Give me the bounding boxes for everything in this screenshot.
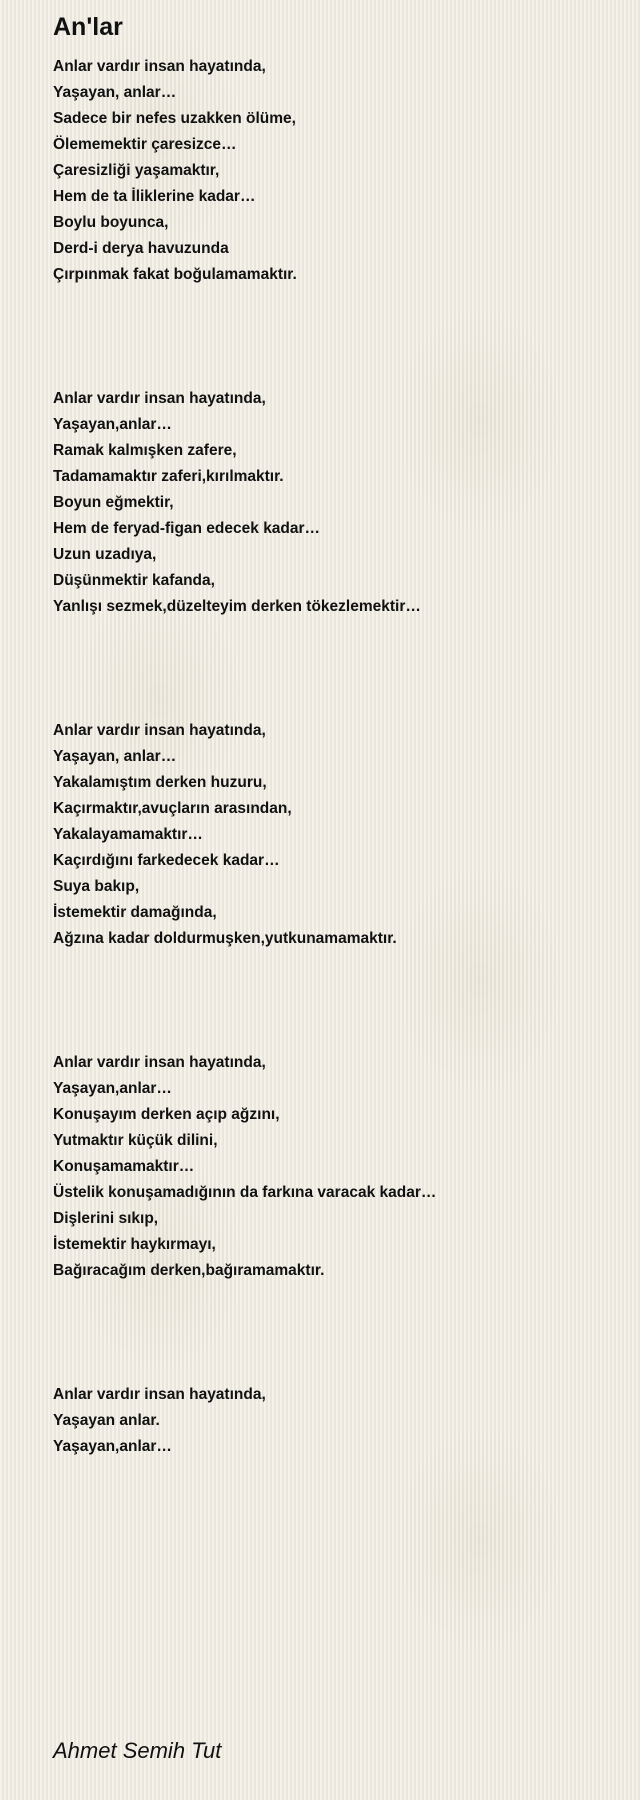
poem-line: Düşünmektir kafanda, xyxy=(53,572,215,589)
poem-line: Suya bakıp, xyxy=(53,878,140,895)
poem-line: Yakalayamamaktır… xyxy=(53,826,203,843)
poem-author: Ahmet Semih Tut xyxy=(53,1738,222,1763)
poem-line: Hem de ta İliklerine kadar… xyxy=(53,188,256,205)
poem-line: Yanlışı sezmek,düzelteyim derken tökezlemektir… xyxy=(53,598,421,615)
poem-line: Tadamamaktır zaferi,kırılmaktır. xyxy=(53,468,284,485)
poem-line: Konuşayım derken açıp ağzını, xyxy=(53,1106,280,1123)
poem-line: Anlar vardır insan hayatında, xyxy=(53,1386,266,1403)
poem-line: Bağıracağım derken,bağıramamaktır. xyxy=(53,1262,325,1279)
stanza-5 xyxy=(53,1382,613,1460)
poem-line: Yakalamıştım derken huzuru, xyxy=(53,774,267,791)
poem-line: Boylu boyunca, xyxy=(53,214,169,231)
poem-line: Sadece bir nefes uzakken ölüme, xyxy=(53,110,296,127)
poem-line: Ölememektir çaresizce… xyxy=(53,136,237,153)
poem-line: Yaşayan, anlar… xyxy=(53,84,177,101)
stanza-2 xyxy=(53,386,613,620)
stanza-3 xyxy=(53,718,613,952)
poem-line: Kaçırmaktır,avuçların arasından, xyxy=(53,800,292,817)
poem-line: Çırpınmak fakat boğulamamaktır. xyxy=(53,266,297,283)
poem-line: İstemektir haykırmayı, xyxy=(53,1236,216,1253)
poem-body xyxy=(53,54,613,1460)
poem-line: Yaşayan,anlar… xyxy=(53,416,172,433)
poem-line: Uzun uzadıya, xyxy=(53,546,157,563)
poem-line: Yaşayan,anlar… xyxy=(53,1080,172,1097)
poem-line: Ramak kalmışken zafere, xyxy=(53,442,237,459)
poem-line: Anlar vardır insan hayatında, xyxy=(53,722,266,739)
poem-line: Üstelik konuşamadığının da farkına varacak kadar… xyxy=(53,1184,437,1201)
poem-line: İstemektir damağında, xyxy=(53,904,217,921)
poem-line: Yaşayan, anlar… xyxy=(53,748,177,765)
poem-line: Yutmaktır küçük dilini, xyxy=(53,1132,218,1149)
poem-line: Yaşayan,anlar… xyxy=(53,1438,172,1455)
poem-line: Anlar vardır insan hayatında, xyxy=(53,1054,266,1071)
poem-line: Kaçırdığını farkedecek kadar… xyxy=(53,852,280,869)
poem-page xyxy=(53,0,613,1763)
poem-line: Anlar vardır insan hayatında, xyxy=(53,390,266,407)
poem-title: An'lar xyxy=(53,13,123,41)
stanza-4 xyxy=(53,1050,613,1284)
poem-line: Anlar vardır insan hayatında, xyxy=(53,58,266,75)
stanza-1 xyxy=(53,54,613,288)
poem-line: Konuşamamaktır… xyxy=(53,1158,195,1175)
poem-line: Yaşayan anlar. xyxy=(53,1412,160,1429)
poem-line: Hem de feryad-figan edecek kadar… xyxy=(53,520,321,537)
poem-line: Derd-i derya havuzunda xyxy=(53,240,229,257)
poem-line: Boyun eğmektir, xyxy=(53,494,174,511)
poem-line: Ağzına kadar doldurmuşken,yutkunamamaktır. xyxy=(53,930,397,947)
poem-line: Çaresizliği yaşamaktır, xyxy=(53,162,220,179)
poem-line: Dişlerini sıkıp, xyxy=(53,1210,159,1227)
